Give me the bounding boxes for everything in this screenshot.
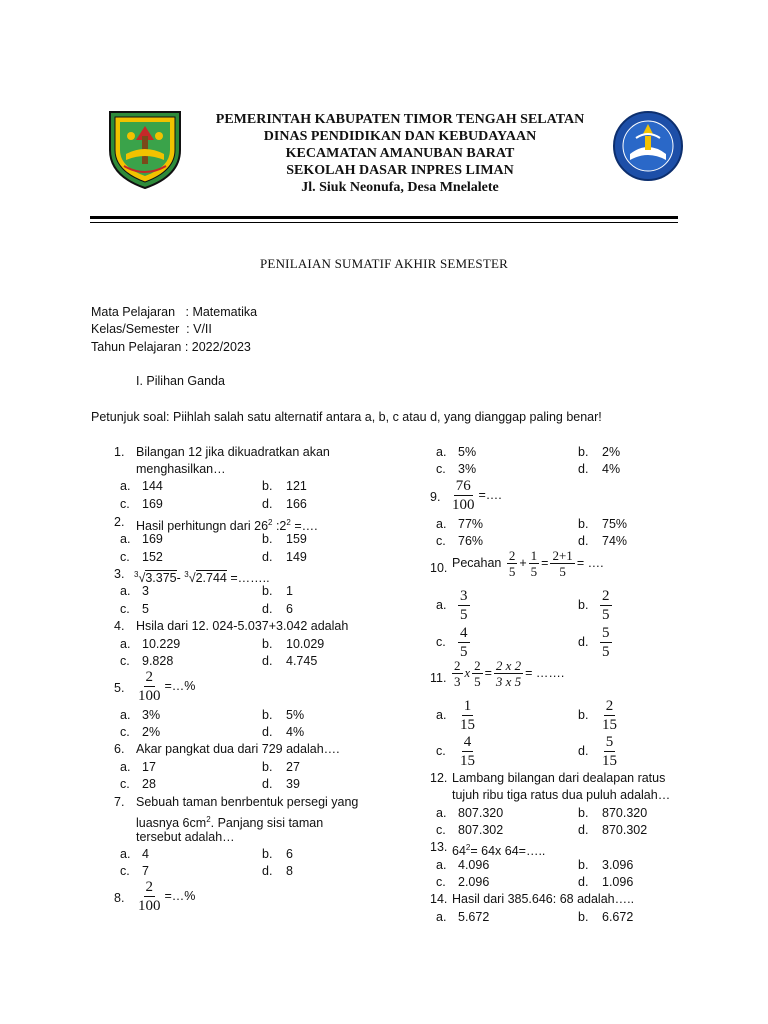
q7-option-d[interactable]: 8 (286, 864, 293, 878)
q11-option-a-label: a. (436, 708, 447, 722)
q10-option-a-label: a. (436, 598, 447, 612)
q5-option-b[interactable]: 5% (286, 708, 305, 722)
q11-option-b-label: b. (578, 708, 589, 722)
q12-option-b[interactable]: 870.320 (602, 806, 648, 820)
q4-option-d[interactable]: 4.745 (286, 654, 318, 668)
q9-option-b[interactable]: 75% (602, 517, 628, 531)
q11-option-c-label: c. (436, 744, 446, 758)
q4-option-b-label: b. (262, 637, 273, 651)
q4-number: 4. (114, 619, 125, 633)
q5-number: 5. (114, 681, 125, 695)
q9-denominator: 100 (452, 497, 475, 513)
q7-option-d-label: d. (262, 864, 273, 878)
q9-option-d-label: d. (578, 534, 589, 548)
q4-option-b[interactable]: 10.029 (286, 637, 325, 651)
q9-option-a[interactable]: 77% (458, 517, 484, 531)
q5-option-a[interactable]: 3% (142, 708, 161, 722)
q12-number: 12. (430, 771, 448, 785)
q1-option-d-label: d. (262, 497, 273, 511)
header-line-1: PEMERINTAH KABUPATEN TIMOR TENGAH SELATAN (215, 112, 585, 127)
q12-text-line1: Lambang bilangan dari dealapan ratus (452, 771, 666, 785)
q8-numerator: 2 (145, 879, 153, 895)
meta-subject: Mata Pelajaran : Matematika (91, 305, 258, 319)
q5-option-c[interactable]: 2% (142, 725, 161, 739)
q8-option-c[interactable]: 3% (458, 462, 477, 476)
q8-denominator: 100 (138, 898, 161, 914)
header-divider-thick (90, 216, 678, 219)
tut-wuri-handayani-logo (612, 110, 684, 182)
q7-number: 7. (114, 795, 125, 809)
q2-option-b-label: b. (262, 532, 273, 546)
q2-option-c-label: c. (120, 550, 130, 564)
q11-option-d-label: d. (578, 744, 589, 758)
q7-option-c-label: c. (120, 864, 130, 878)
q2-option-c[interactable]: 152 (142, 550, 163, 564)
q13-option-c-label: c. (436, 875, 446, 889)
q6-option-c-label: c. (120, 777, 130, 791)
q11-option-a[interactable]: $\frac{1}{15}$ (460, 698, 475, 733)
q2-option-a[interactable]: 169 (142, 532, 163, 546)
q13-text: $64^2= 64x$ 64=….. (452, 843, 546, 859)
q12-text-line2: tujuh ribu tiga ratus dua puluh adalah… (452, 788, 671, 802)
q6-option-a-label: a. (120, 760, 131, 774)
q1-text-line2: menghasilkan… (136, 462, 226, 476)
q12-option-d-label: d. (578, 823, 589, 837)
q2-number: 2. (114, 515, 125, 529)
q1-option-d[interactable]: 166 (286, 497, 307, 511)
header-divider-thin (90, 222, 678, 223)
q13-option-d[interactable]: 1.096 (602, 875, 634, 889)
q10-text: Pecahan $\frac{2}{5}$ + $\frac{1}{5}$ = $\frac{2+1}{5}$ = …. (452, 548, 604, 579)
q7-option-a-label: a. (120, 847, 131, 861)
q6-option-d-label: d. (262, 777, 273, 791)
q12-option-d[interactable]: 870.302 (602, 823, 648, 837)
q6-option-a[interactable]: 17 (142, 760, 156, 774)
q13-option-d-label: d. (578, 875, 589, 889)
q2-option-a-label: a. (120, 532, 131, 546)
q3-text: $^3$√3.375- $^3$√2.744 =…….. (134, 570, 270, 586)
q1-option-b[interactable]: 121 (286, 479, 307, 493)
q3-option-b-label: b. (262, 584, 273, 598)
q9-option-b-label: b. (578, 517, 589, 531)
district-shield-logo (106, 106, 184, 190)
q7-text-line3: tersebut adalah… (136, 830, 235, 844)
q3-option-b[interactable]: 1 (286, 584, 293, 598)
q12-option-a[interactable]: 807.320 (458, 806, 504, 820)
q4-option-d-label: d. (262, 654, 273, 668)
q5-option-b-label: b. (262, 708, 273, 722)
q6-option-d[interactable]: 39 (286, 777, 300, 791)
q8-option-b-label: b. (578, 445, 589, 459)
q1-option-a-label: a. (120, 479, 131, 493)
q6-option-b-label: b. (262, 760, 273, 774)
q12-option-c-label: c. (436, 823, 446, 837)
q14-option-a-label: a. (436, 910, 447, 924)
q4-option-a[interactable]: 10.229 (142, 637, 181, 651)
q13-option-b[interactable]: 3.096 (602, 858, 634, 872)
q8-text: $\frac{2}{100}$ =…% (138, 879, 196, 914)
q3-option-d[interactable]: 6 (286, 602, 293, 616)
q10-option-c-label: c. (436, 635, 446, 649)
q5-denominator: 100 (138, 688, 161, 704)
q8-option-d-label: d. (578, 462, 589, 476)
q11-option-d[interactable]: $\frac{5}{15}$ (602, 734, 617, 769)
q10-option-b-label: b. (578, 598, 589, 612)
q7-text-line1: Sebuah taman benrbentuk persegi yang (136, 795, 359, 809)
q6-option-b[interactable]: 27 (286, 760, 300, 774)
q9-number: 9. (430, 490, 441, 504)
q5-option-d[interactable]: 4% (286, 725, 305, 739)
instruction-text: Petunjuk soal: Piihlah salah satu alternatif antara a, b, c atau d, yang dianggap paling benar! (91, 410, 602, 424)
q4-option-c-label: c. (120, 654, 130, 668)
q4-text: Hsila dari 12. 024-5.037+3.042 adalah (136, 619, 349, 633)
q4-option-c[interactable]: 9.828 (142, 654, 174, 668)
q13-number: 13. (430, 840, 448, 854)
q10-option-b[interactable]: $\frac{2}{5}$ (602, 588, 610, 623)
q8-number: 8. (114, 891, 125, 905)
q14-number: 14. (430, 892, 448, 906)
q5-option-d-label: d. (262, 725, 273, 739)
q8-option-c-label: c. (436, 462, 446, 476)
q8-option-d[interactable]: 4% (602, 462, 621, 476)
q12-option-a-label: a. (436, 806, 447, 820)
q5-option-a-label: a. (120, 708, 131, 722)
q4-option-a-label: a. (120, 637, 131, 651)
q7-option-b[interactable]: 6 (286, 847, 293, 861)
meta-class: Kelas/Semester : V/II (91, 322, 212, 336)
q7-option-a[interactable]: 4 (142, 847, 149, 861)
q3-option-a-label: a. (120, 584, 131, 598)
q14-option-b-label: b. (578, 910, 589, 924)
q9-option-a-label: a. (436, 517, 447, 531)
q1-number: 1. (114, 445, 125, 459)
q3-option-d-label: d. (262, 602, 273, 616)
q1-option-c[interactable]: 169 (142, 497, 163, 511)
q3-option-c-label: c. (120, 602, 130, 616)
q11-option-b[interactable]: $\frac{2}{15}$ (602, 698, 617, 733)
q10-option-d-label: d. (578, 635, 589, 649)
q12-option-b-label: b. (578, 806, 589, 820)
q2-option-b[interactable]: 159 (286, 532, 307, 546)
q9-option-c[interactable]: 76% (458, 534, 484, 548)
q2-option-d-label: d. (262, 550, 273, 564)
q3-number: 3. (114, 567, 125, 581)
q6-number: 6. (114, 742, 125, 756)
q5-option-c-label: c. (120, 725, 130, 739)
q5-text: $\frac{2}{100}$ =…% (138, 669, 196, 704)
header-line-2: DINAS PENDIDIKAN DAN KEBUDAYAAN (263, 129, 537, 144)
q12-option-c[interactable]: 807.302 (458, 823, 504, 837)
q10-option-c[interactable]: $\frac{4}{5}$ (460, 625, 468, 660)
header-line-3: KECAMATAN AMANUBAN BARAT (285, 146, 515, 161)
q3-option-c[interactable]: 5 (142, 602, 149, 616)
q1-text-line1: Bilangan 12 jika dikuadratkan akan (136, 445, 330, 459)
q5-numerator: 2 (145, 669, 153, 685)
header-line-4: SEKOLAH DASAR INPRES LIMAN (286, 163, 514, 178)
q1-option-c-label: c. (120, 497, 130, 511)
q13-option-a[interactable]: 4.096 (458, 858, 490, 872)
q9-text: $\frac{76}{100}$ =…. (452, 478, 502, 513)
q10-option-a[interactable]: $\frac{3}{5}$ (460, 588, 468, 623)
exam-title: PENILAIAN SUMATIF AKHIR SEMESTER (260, 256, 508, 271)
q7-option-b-label: b. (262, 847, 273, 861)
q9-numerator: 76 (455, 478, 471, 494)
q13-option-b-label: b. (578, 858, 589, 872)
q1-option-b-label: b. (262, 479, 273, 493)
header-address: Jl. Siuk Neonufa, Desa Mnelalete (301, 180, 499, 195)
q14-option-b[interactable]: 6.672 (602, 910, 634, 924)
q13-option-a-label: a. (436, 858, 447, 872)
q2-text: Hasil perhitungn dari $26^2$ $:2^2$ =…. (136, 518, 318, 534)
q6-text: Akar pangkat dua dari 729 adalah…. (136, 742, 340, 756)
q8-option-a-label: a. (436, 445, 447, 459)
q3-option-a[interactable]: 3 (142, 584, 149, 598)
q9-option-d[interactable]: 74% (602, 534, 628, 548)
q11-number: 11. (430, 671, 447, 685)
q14-text: Hasil dari 385.646: 68 adalah….. (452, 892, 635, 906)
q7-text-line2: luasnya $6cm^2$. Panjang sisi taman (136, 815, 324, 831)
q8-option-b[interactable]: 2% (602, 445, 621, 459)
meta-year: Tahun Pelajaran : 2022/2023 (91, 340, 251, 354)
q10-option-d[interactable]: $\frac{5}{5}$ (602, 625, 610, 660)
section-heading: I. Pilihan Ganda (136, 374, 225, 388)
q1-option-a[interactable]: 144 (142, 479, 163, 493)
q10-number: 10. (430, 561, 448, 575)
q9-option-c-label: c. (436, 534, 446, 548)
q13-option-c[interactable]: 2.096 (458, 875, 490, 889)
q7-option-c[interactable]: 7 (142, 864, 149, 878)
q11-option-c[interactable]: $\frac{4}{15}$ (460, 734, 475, 769)
q2-option-d[interactable]: 149 (286, 550, 307, 564)
q6-option-c[interactable]: 28 (142, 777, 156, 791)
q14-option-a[interactable]: 5.672 (458, 910, 490, 924)
q8-option-a[interactable]: 5% (458, 445, 477, 459)
q11-text: $\frac{2}{3}$ x $\frac{2}{5}$ = $\frac{2 x 2}{3 x 5}$ = ……. (454, 658, 565, 689)
